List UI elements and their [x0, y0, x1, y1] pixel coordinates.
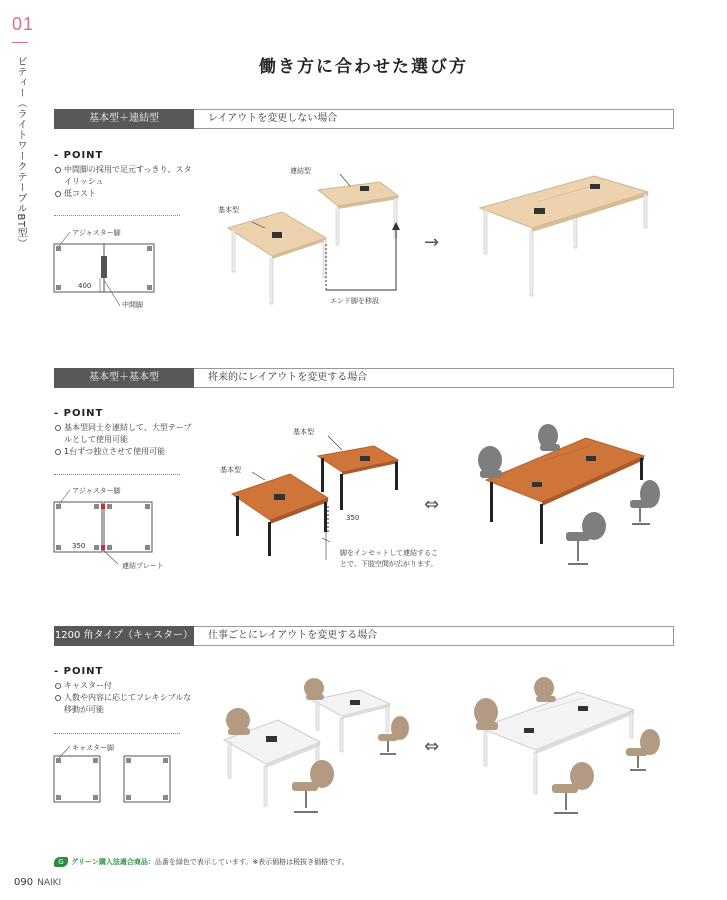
point-item: 低コスト [54, 188, 194, 200]
green-purchase-label: グリーン購入法適合商品 [71, 858, 148, 866]
label-adjuster: アジャスター脚 [72, 487, 121, 495]
label-linked: 連結型 [290, 167, 311, 175]
section-description: レイアウトを変更しない場合 [194, 109, 674, 129]
arrow-right-icon: → [424, 232, 440, 253]
arrow-both-icon: ⇔ [424, 494, 440, 515]
table-illustration-before-1 [210, 160, 410, 310]
table-illustration-after-1 [470, 160, 670, 310]
dotted-divider [54, 215, 180, 216]
label-dimension: 400 [78, 282, 92, 290]
side-title: ビティー（ライトワークテーブルBT型） [15, 56, 26, 249]
table-illustration-after-3 [466, 672, 666, 827]
page-footer [14, 877, 61, 888]
label-caster: キャスター脚 [72, 744, 114, 752]
label-move-leg: エンド脚を移設 [330, 297, 379, 305]
section-header-1 [54, 109, 674, 129]
green-purchase-icon: G [54, 857, 68, 867]
section-header-3 [54, 626, 674, 646]
label-plate: 連結プレート [122, 562, 164, 570]
section-header-2 [54, 368, 674, 388]
section-description: 仕事ごとにレイアウトを変更する場合 [194, 626, 674, 646]
point-title: - POINT [54, 666, 104, 677]
point-list [54, 422, 194, 458]
table-illustration-before-2 [210, 420, 410, 560]
section-tag: 1200 角タイプ（キャスター） [54, 626, 194, 646]
page-number: 090 [14, 877, 34, 888]
point-item: 中間脚の採用で足元すっきり、スタイリッシュ [54, 164, 194, 188]
label-base-1: 基本型 [220, 466, 241, 474]
point-item: 人数や内容に応じてフレキシブルな移動が可能 [54, 692, 194, 716]
table-illustration-before-3 [210, 676, 410, 826]
label-base-2: 基本型 [293, 428, 314, 436]
table-illustration-after-2 [466, 416, 666, 581]
section-description: 将来的にレイアウトを変更する場合 [194, 368, 674, 388]
chapter-number: 01 [12, 14, 35, 34]
point-item: キャスター付 [54, 680, 194, 692]
footer-note [54, 857, 349, 867]
page-title: 働き方に合わせた選び方 [259, 57, 468, 77]
brand-name: NAIKI [37, 878, 62, 888]
point-title: - POINT [54, 408, 104, 419]
label-middle-leg: 中間脚 [122, 301, 143, 309]
label-base: 基本型 [218, 206, 239, 214]
label-dim-350: 350 [346, 514, 360, 522]
chapter-divider [12, 42, 28, 43]
section-tag: 基本型＋連結型 [54, 109, 194, 129]
label-inset-note: 脚をインセットして連結することで、下肢空間が広がります。 [340, 549, 438, 568]
plan-diagram-3 [50, 738, 190, 808]
point-item: 基本型同士を連結して、大型テーブルとして使用可能 [54, 422, 194, 446]
label-dimension: 350 [72, 542, 86, 550]
footer-note-text: ：品番を緑色で表示しています。※表示価格は税抜き価格です。 [147, 858, 349, 866]
dotted-divider [54, 474, 180, 475]
dotted-divider [54, 733, 180, 734]
label-adjuster: アジャスター脚 [72, 229, 121, 237]
point-item: 1台ずつ独立させて使用可能 [54, 446, 194, 458]
section-tag: 基本型＋基本型 [54, 368, 194, 388]
point-list [54, 164, 194, 200]
arrow-both-icon: ⇔ [424, 736, 440, 757]
point-list [54, 680, 194, 716]
point-title: - POINT [54, 150, 104, 161]
